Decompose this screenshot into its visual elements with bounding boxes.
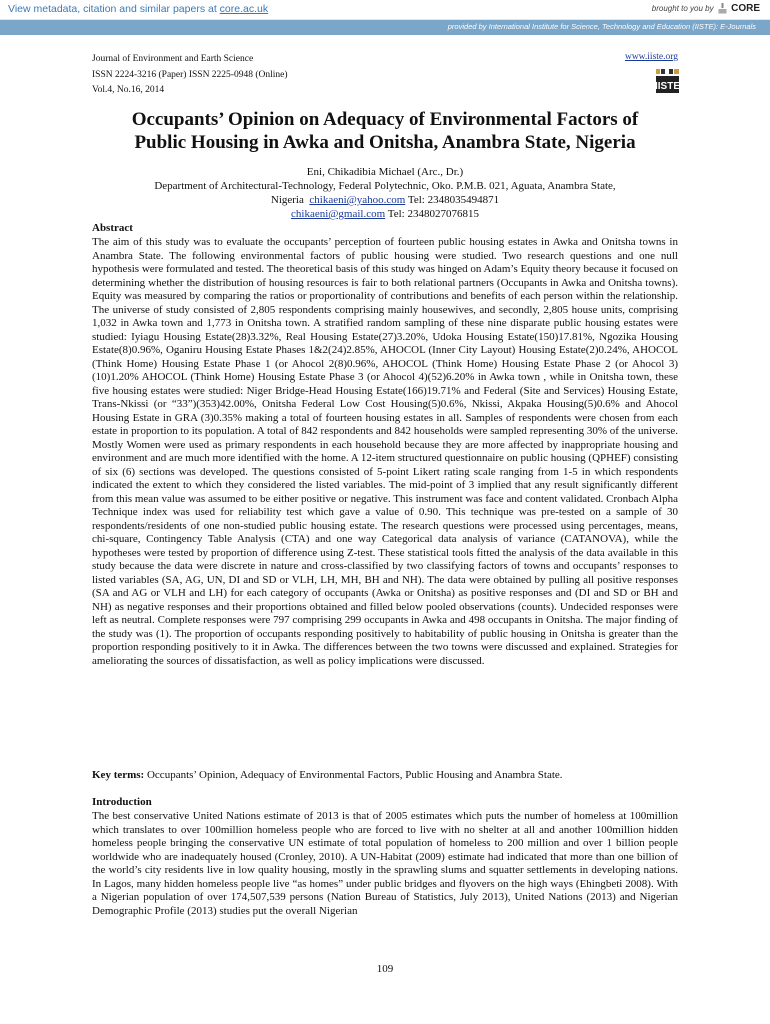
- abstract-heading: Abstract: [92, 222, 133, 234]
- introduction-text: The best conservative United Nations estimate of 2013 is that of 2005 estimates which puts the number of homeless at 100million which translates to over 100million homeless people who are forced to live with no shelter at all and another 100million hidden homeless people bringing the conservative UN estimate of total population of homeless to 200 million and over 1 billion people worldwide who are inadequately housed (Cronley, 2010). A UN-Habitat (2009) estimate had indicated that more than one billion of the world’s city residents live in low quality housing, mostly in the sprawling slums and squatter settlements in developing nations. In Lagos, many hidden homeless people live “as homes” under public bridges and flyovers on the high ways (Ehingbeti 2008). With a Nigerian population of over 174,507,539 persons (Nation Bureau of Statistics, July 2013), United Nations (2013) and Nigerian Demographic Profile (2013) studies put the overall Nigerian: [92, 810, 678, 917]
- author-tel-2: Tel: 2348027076815: [387, 208, 479, 220]
- author-tel-1: Tel: 2348035494871: [407, 194, 500, 206]
- journal-name: Journal of Environment and Earth Science: [92, 54, 254, 64]
- iiste-logo: [655, 68, 680, 94]
- key-terms-text: Occupants’ Opinion, Adequacy of Environmental Factors, Public Housing and Anambra State.: [146, 769, 563, 781]
- paper-title: [92, 108, 678, 154]
- key-terms: [92, 769, 678, 783]
- svg-text:IISTE: IISTE: [655, 81, 680, 92]
- journal-url-link[interactable]: www.iiste.org: [624, 52, 678, 62]
- core-banner: [0, 0, 770, 20]
- core-ac-uk-link[interactable]: core.ac.uk: [219, 3, 269, 15]
- core-logo-icon: [718, 3, 727, 14]
- key-terms-label: Key terms:: [92, 769, 145, 781]
- author-affiliation: Department of Architectural-Technology, Federal Polytechnic, Oko. P.M.B. 021, Aguata, Anambra State,: [154, 180, 616, 192]
- title-line-2: Public Housing in Awka and Onitsha, Anambra State, Nigeria: [134, 132, 636, 153]
- provider-text[interactable]: provided by International Institute for Science, Technology and Education (IISTE): E-Journals: [447, 22, 756, 31]
- abstract-text: The aim of this study was to evaluate the occupants’ perception of fourteen public housing estates in Awka and Onitsha towns in Anambra State. The following environmental factors of public housing were studied. Two research questions and one null hypothesis were formulated and tested. The theoretical basis of this study was hinged on Adam’s Equity theory because it focused on determining whether the distribution of housing resources is fair to both relational partners (Occupants in Awka and Onitsha towns). Equity was measured by comparing the ratios or proportionality of contributions and benefits of each person within the relationship. The universe of study consisted of 2,805 respondents comprising mainly housewives, and secondly, 2,805 house units, comprising 1,032 in Awka town and 1,773 in Onitsha town. A stratified random sampling of these nine disparate public housing estates were studied: Iyiagu Housing Estate(28)3.32%, Real Housing Estate(27)3.20%, Udoka Housing Estate(150)17.81%, Ngozika Housing Estate(8)0.96%, Oganiru Housing Estate Phases 1&2(24)2.85%, AHOCOL (Inner City Layout) Housing Estate(2)0.24%, AHOCOL (Think Home) Housing Estate Phase 1 (or Ahocol 2(8)0.96%, AHOCOL (Think Home) Housing Estate Phase 2 (or Ahocol 3)(10)1.20% AHOCOL (Think Home) Housing Estate Phase 3 (or Ahocol 4)(52)6.20% in Awka town , while in Onitsha town, these five housing estates were studied: Niger Bridge-Head Housing Estate(166)19.71% and Federal (Site and Services) Housing Estate, Trans-Nkissi (or “33”)(353)42.00%, Onitsha Federal Low Cost Housing(5)0.6%, Nkissi, Akpaka Housing(5)0.6% and Ahocol Housing Estate in GRA (3)0.35% making a total of fourteen housing estates in all. Samples of respondents were chosen from each estate in proportion to its population. A total of 842 respondents and 842 households were sampled representing 30% of the universe. Mostly Women were used as primary respondents in each household because they are more affected by inappropriate housing and environment and are much more identified with the home. A 12-item structured questionnaire on public housing (QPHEF) consisting of six (6) sections was developed. The questions consisted of 5-point Likert rating scale ranging from 1-5 in which respondents indicated the extent to which they considered the listed variables. The mid-point of 3 implied that any result significantly different from this mean value was assumed to be either positive or negative. This instrument was face and content validated. Cronbach Alpha Technique index was used for reliability test which gave a value of 0.90. This technique was pre-tested on a sample of 30 respondents/residents of one non-studied public housing estate. The research questions were processed using percentages, means, chi-square, Contingency Table Analysis (CTA) and one way Categorical data analysis of variance (CATANOVA), while the hypotheses were tested by proportion of difference using Z-test. These statistical tools fitted the analysis of the data available in this study because the data were discrete in nature and cross-classified by two classifying factors of towns and occupants’ responses to listed variables (SA, AG, UN, DI and SD or VLH, LH, MH, BH and NH). The data were obtained by pulling all positive responses (SA and AG or VLH and LH) for each category of occupants (Awka or Onitsha) as positive responses and (DI and SD or BH and NH) as negative responses and their proportions obtained and filled below pooled observations (counts). Undecided responses were left as neutral. Complete responses were 797 comprising 299 occupants in Awka and 498 occupants in Onitsha. The major finding of the study was (1). The proportion of occupants responding positively to habitability of public housing in Onitsha is greater than the proportion responding positively to it in Awka. The differences between the two towns were discussed and explained. Strategies for ameliorating the sources of dissatisfaction, as well as policy implications were discussed.: [92, 236, 678, 667]
- journal-header: [92, 52, 288, 99]
- journal-volume: Vol.4, No.16, 2014: [92, 85, 165, 95]
- core-metadata-link[interactable]: [8, 3, 268, 15]
- brought-to-you-text: brought to you by: [651, 4, 714, 13]
- page-number: 109: [376, 963, 394, 975]
- author-name: Eni, Chikadibia Michael (Arc., Dr.): [306, 166, 464, 178]
- core-metadata-text: View metadata, citation and similar papers at: [8, 3, 217, 15]
- introduction-heading: Introduction: [92, 796, 152, 808]
- core-brand[interactable]: [652, 3, 760, 14]
- journal-issn: ISSN 2224-3216 (Paper) ISSN 2225-0948 (Online): [92, 69, 288, 80]
- author-contact-line-2: [92, 207, 678, 221]
- author-contact-line-1: [92, 193, 678, 207]
- provider-bar: [0, 20, 770, 35]
- author-email-gmail[interactable]: chikaeni@gmail.com: [291, 208, 386, 220]
- author-block: [92, 165, 678, 221]
- core-brand-name: CORE: [731, 3, 760, 14]
- title-line-1: Occupants’ Opinion on Adequacy of Environmental Factors of: [131, 109, 639, 130]
- author-email-yahoo[interactable]: chikaeni@yahoo.com: [309, 194, 406, 206]
- author-country: Nigeria: [270, 194, 304, 206]
